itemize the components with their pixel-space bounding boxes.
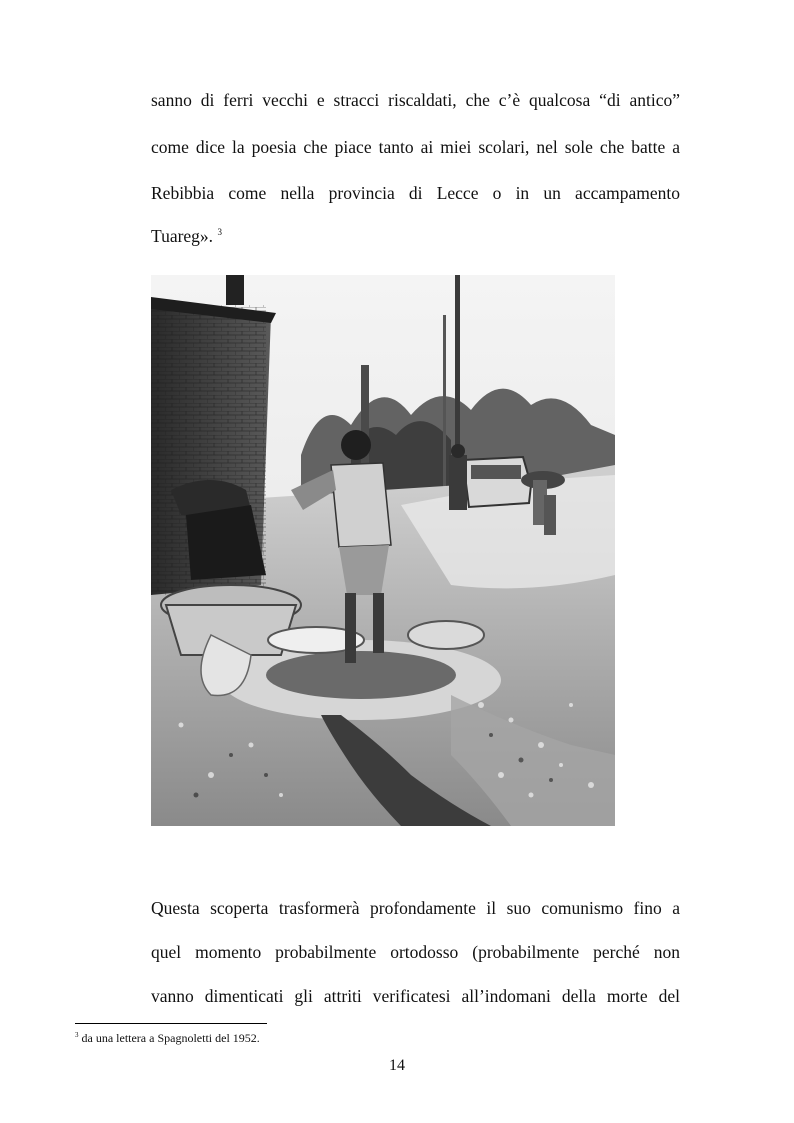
text-line: come dice la poesia che piace tanto ai miei scolari, nel sole che batte a <box>151 137 680 157</box>
footnote-reference: 3 <box>217 227 222 237</box>
footnote <box>75 1031 260 1046</box>
footnote-text: da una lettera a Spagnoletti del 1952. <box>81 1031 260 1045</box>
text-line: quel momento probabilmente ortodosso (probabilmente perché non <box>151 942 680 962</box>
footnote-divider <box>75 1023 267 1024</box>
black-and-white-photograph <box>151 275 615 826</box>
text-line: Questa scoperta trasformerà profondamente il suo comunismo fino a <box>151 898 680 918</box>
page-number: 14 <box>389 1057 405 1074</box>
text-line-last <box>151 226 680 247</box>
paragraph-top <box>151 90 680 260</box>
text-line-content: Tuareg». <box>151 226 214 246</box>
text-line: vanno dimenticati gli attriti verificatesi all’indomani della morte del <box>151 986 680 1006</box>
text-line: Rebibbia come nella provincia di Lecce o in un accampamento <box>151 183 680 203</box>
text-line: sanno di ferri vecchi e stracci riscaldati, che c’è qualcosa “di antico” <box>151 90 680 110</box>
paragraph-bottom <box>151 898 680 1018</box>
footnote-number: 3 <box>75 1031 79 1039</box>
